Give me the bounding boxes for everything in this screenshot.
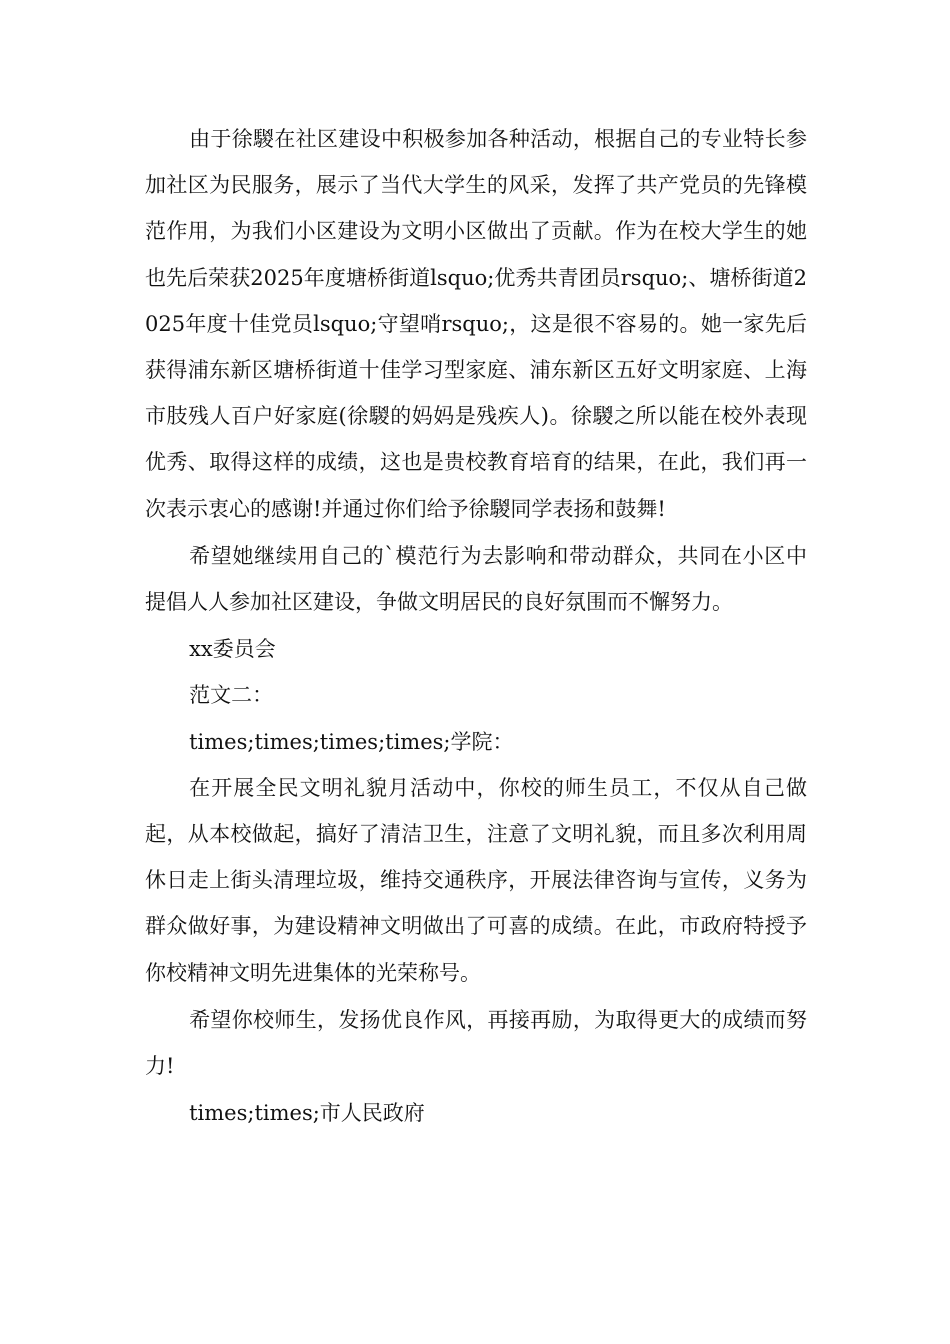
paragraph-encouragement: 希望你校师生，发扬优良作风，再接再励，为取得更大的成绩而努力!: [145, 1007, 807, 1079]
paragraph-hope: 希望她继续用自己的`模范行为去影响和带动群众，共同在小区中提倡人人参加社区建设，争做文明居民的良好氛围而不懈努力。: [145, 543, 807, 615]
salutation-college: times;times;times;times;学院：: [189, 729, 514, 754]
signature-city-government: times;times;市人民政府: [189, 1101, 425, 1126]
sample-two-heading: 范文二：: [189, 683, 274, 708]
document-body: [145, 116, 807, 1136]
paragraph-civility-month: 在开展全民文明礼貌月活动中，你校的师生员工，不仅从自己做起，从本校做起，搞好了清洁卫生，注意了文明礼貌，而且多次利用周休日走上街头清理垃圾，维持交通秩序，开展法律咨询与宣传，义务为群众做好事，为建设精神文明做出了可喜的成绩。在此，市政府特授予你校精神文明先进集体的光荣称号。: [145, 775, 807, 985]
paragraph-commendation: 由于徐騣在社区建设中积极参加各种活动，根据自己的专业特长参加社区为民服务，展示了当代大学生的风采，发挥了共产党员的先锋模范作用，为我们小区建设为文明小区做出了贡献。作为在校大学生的她也先后荣获2025年度塘桥街道lsquo;优秀共青团员rsquo;、塘桥街道2025年度十佳党员lsquo;守望哨rsquo;，这是很不容易的。她一家先后获得浦东新区塘桥街道十佳学习型家庭、浦东新区五好文明家庭、上海市肢残人百户好家庭(徐騣的妈妈是残疾人)。徐騣之所以能在校外表现优秀、取得这样的成绩，这也是贵校教育培育的结果，在此，我们再一次表示衷心的感谢!并通过你们给予徐騣同学表扬和鼓舞!: [145, 127, 807, 521]
signature-committee: xx委员会: [189, 637, 276, 662]
